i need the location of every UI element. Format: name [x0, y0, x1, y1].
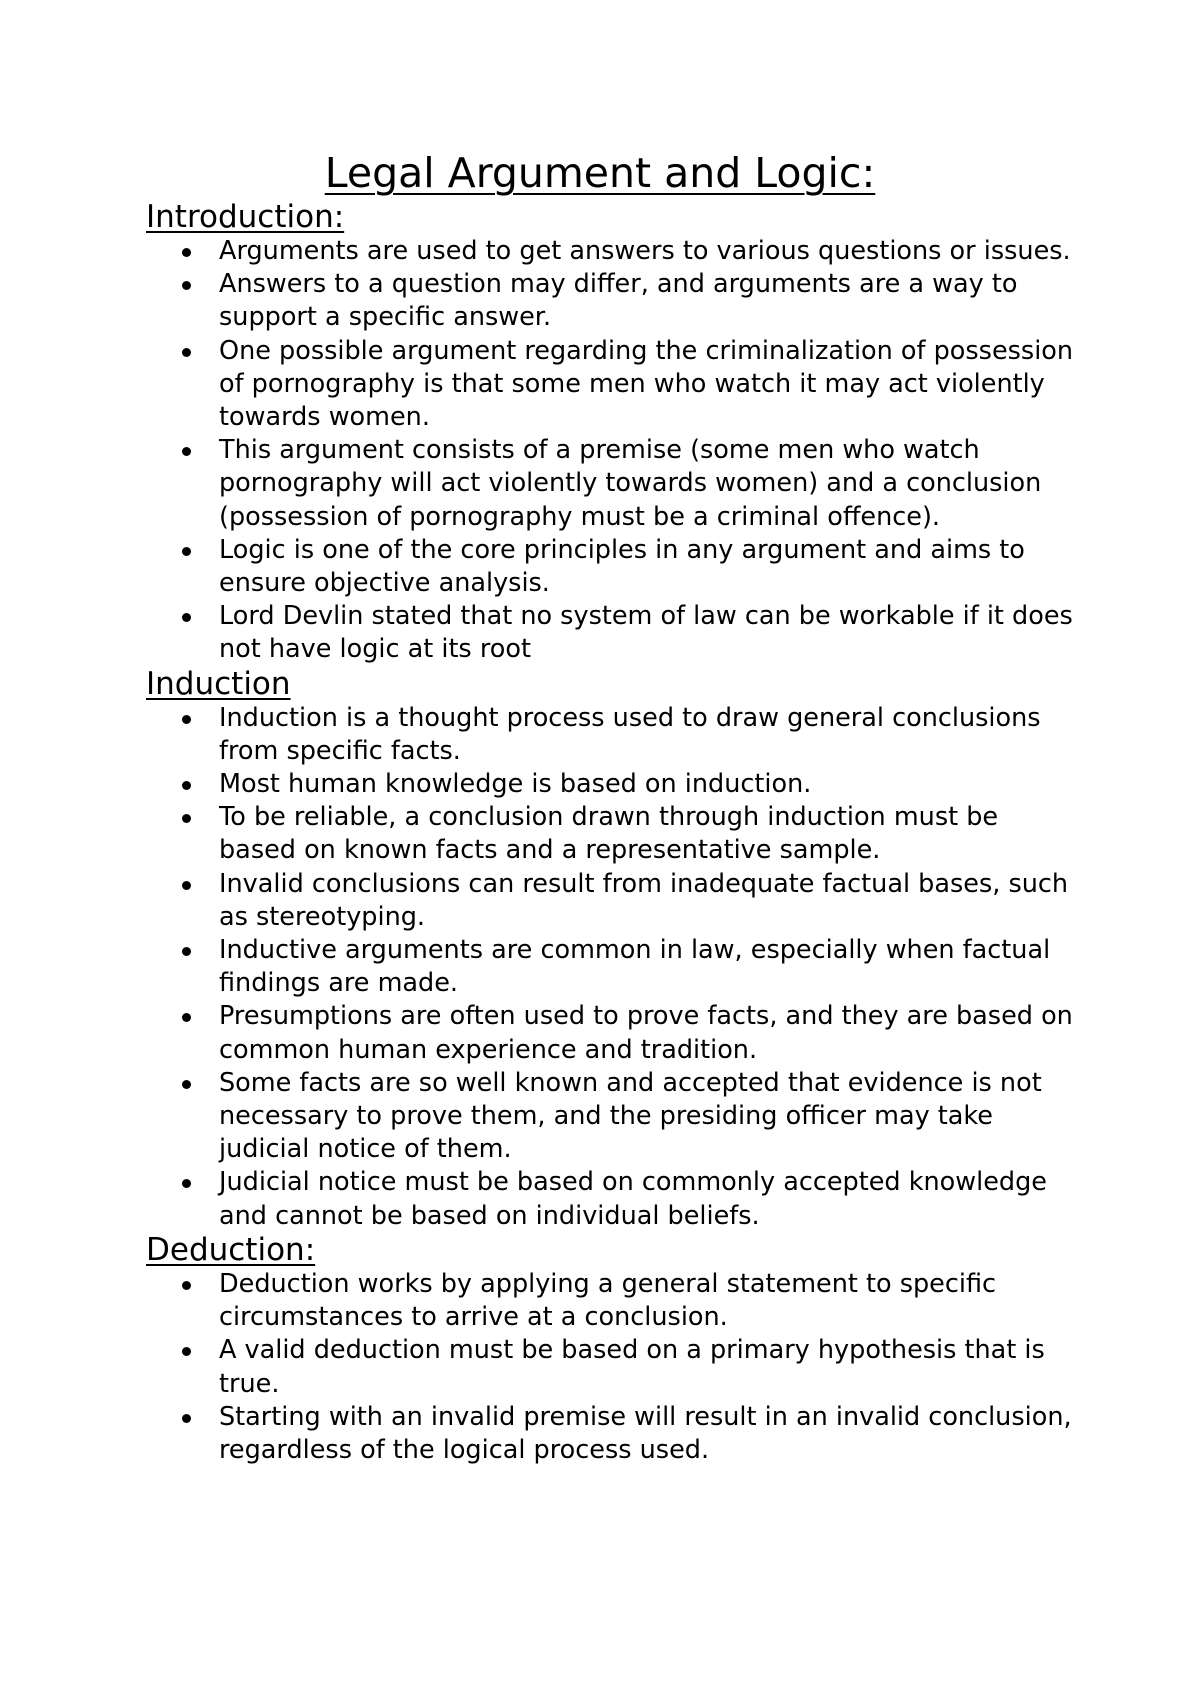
list-item: [146, 934, 1076, 1000]
list-item-text: Invalid conclusions can result from inadequate factual bases, such as stereotyping.: [219, 868, 1069, 932]
bullet-list-deduction: [146, 1268, 1076, 1467]
section-introduction: [146, 200, 1076, 667]
bullet-icon: [182, 1347, 191, 1356]
list-item: [146, 1000, 1076, 1066]
document-body: [146, 200, 1076, 1467]
list-item-text: One possible argument regarding the criminalization of possession of pornography is that some men who watch it may act violently towards women.: [219, 335, 1074, 433]
list-item-text: Some facts are so well known and accepted that evidence is not necessary to prove them, and the presiding officer may take judicial notice of them.: [219, 1067, 1042, 1165]
bullet-icon: [182, 781, 191, 790]
bullet-list-induction: [146, 702, 1076, 1233]
bullet-icon: [182, 248, 191, 257]
bullet-icon: [182, 348, 191, 357]
section-heading-induction: Induction: [146, 665, 291, 702]
list-item-text: Presumptions are often used to prove facts, and they are based on common human experience and tradition.: [219, 1001, 1073, 1065]
list-item: [146, 1166, 1076, 1232]
list-item-text: Arguments are used to get answers to various questions or issues.: [219, 236, 1071, 266]
list-item-text: Inductive arguments are common in law, especially when factual findings are made.: [219, 935, 1051, 999]
bullet-icon: [182, 547, 191, 556]
bullet-icon: [182, 281, 191, 290]
list-item: [146, 1401, 1076, 1467]
list-item-text: Lord Devlin stated that no system of law can be workable if it does not have logic at its root: [219, 601, 1073, 665]
bullet-icon: [182, 1414, 191, 1423]
list-item: [146, 702, 1076, 768]
list-item: [146, 534, 1076, 600]
bullet-icon: [182, 447, 191, 456]
list-item: [146, 768, 1076, 801]
list-item-text: Answers to a question may differ, and arguments are a way to support a specific answer.: [219, 269, 1018, 333]
list-item: [146, 600, 1076, 666]
list-item: [146, 868, 1076, 934]
list-item: [146, 1268, 1076, 1334]
list-item-text: To be reliable, a conclusion drawn through induction must be based on known facts and a representative sample.: [219, 802, 999, 866]
list-item: [146, 1334, 1076, 1400]
list-item-text: Induction is a thought process used to draw general conclusions from specific facts.: [219, 702, 1041, 766]
list-item-text: Starting with an invalid premise will result in an invalid conclusion, regardless of the logical process used.: [219, 1401, 1072, 1465]
list-item: [146, 235, 1076, 268]
list-item: [146, 268, 1076, 334]
section-induction: [146, 667, 1076, 1233]
list-item-text: This argument consists of a premise (some men who watch pornography will act violently towards women) and a conclusion (possession of pornography must be a criminal offence).: [219, 435, 1042, 532]
list-item-text: Judicial notice must be based on commonly accepted knowledge and cannot be based on individual beliefs.: [219, 1167, 1047, 1231]
bullet-icon: [182, 1013, 191, 1022]
list-item-text: Deduction works by applying a general statement to specific circumstances to arrive at a conclusion.: [219, 1268, 997, 1333]
section-deduction: [146, 1233, 1076, 1467]
list-item: [146, 335, 1076, 435]
bullet-icon: [182, 1281, 191, 1290]
bullet-icon: [182, 1179, 191, 1188]
bullet-icon: [182, 881, 191, 890]
section-heading-deduction: Deduction:: [146, 1231, 316, 1268]
list-item-text: Most human knowledge is based on induction.: [219, 769, 812, 800]
bullet-icon: [182, 613, 191, 622]
list-item-text: Logic is one of the core principles in any argument and aims to ensure objective analysis.: [219, 534, 1025, 599]
bullet-icon: [182, 715, 191, 724]
bullet-list-introduction: [146, 235, 1076, 667]
list-item: [146, 801, 1076, 867]
list-item: [146, 434, 1076, 534]
page-title: Legal Argument and Logic:: [324, 149, 876, 197]
list-item-text: A valid deduction must be based on a primary hypothesis that is true.: [219, 1335, 1045, 1399]
list-item: [146, 1067, 1076, 1167]
bullet-icon: [182, 1080, 191, 1089]
bullet-icon: [182, 947, 191, 956]
section-heading-introduction: Introduction:: [146, 199, 345, 235]
bullet-icon: [182, 814, 191, 823]
